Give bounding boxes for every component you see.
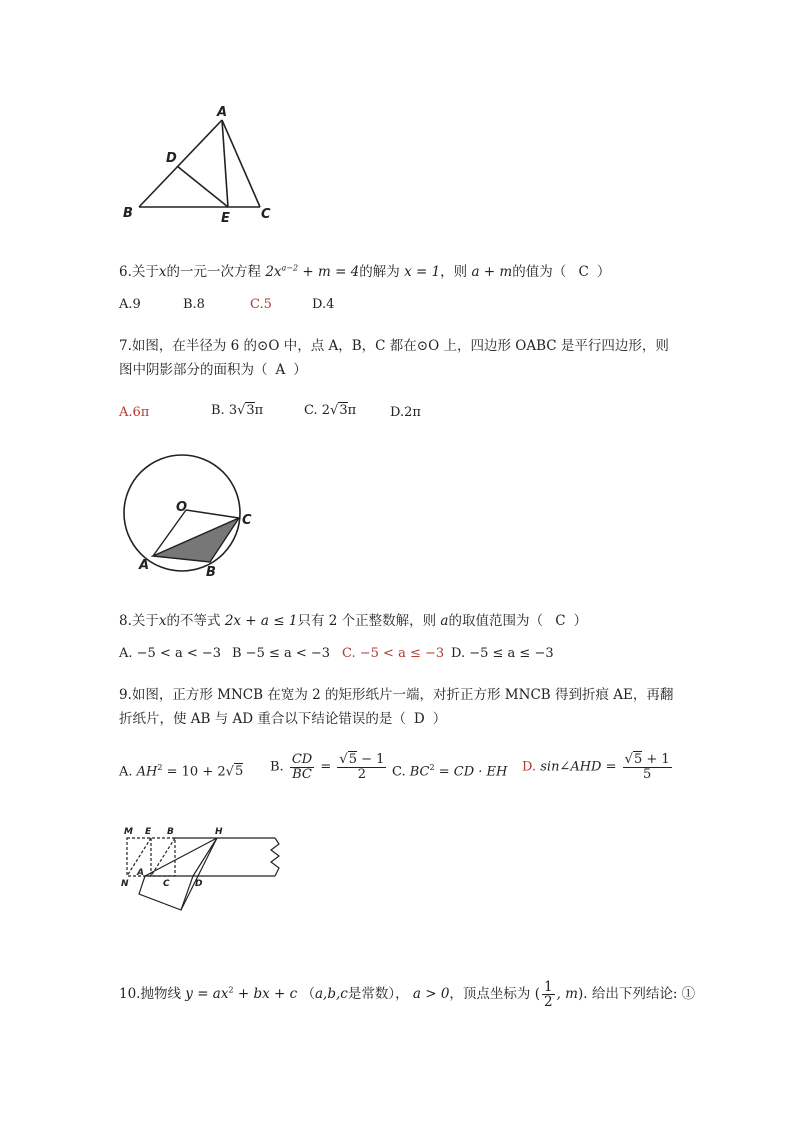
q6-option-a: A.9 [119, 297, 141, 312]
question-7-line2: 图中阴影部分的面积为（ A ） [119, 362, 307, 378]
q9-option-a: A. $AH^2 = 10 + 2√5$ [119, 763, 244, 780]
question-8: 8.关于x的不等式 2x + a ≤ 1只有 2 个正整数解，则 a的取值范围为（ C ） [119, 613, 588, 629]
q9-option-d: D. sin∠AHD = $\frac{√5 + 1}{5}$ [522, 752, 670, 782]
label-A: A [217, 105, 228, 120]
folded-paper-figure [115, 822, 290, 914]
question-9-line1: 9.如图，正方形 MNCB 在宽为 2 的矩形纸片一端，对折正方形 MNCB 得到折痕 AE，再翻 [119, 687, 674, 703]
label-C: C [163, 879, 170, 889]
q8-option-b: B −5 ≤ a < −3 [232, 646, 331, 661]
label-H: H [215, 827, 223, 837]
q7-option-c: C. 2√3π [304, 403, 357, 418]
q7-option-b: B. 3√3π [211, 403, 264, 418]
label-A: A [137, 868, 144, 878]
label-E: E [145, 827, 152, 837]
question-9-line2: 折纸片，使 AB 与 AD 重合以下结论错误的是（ D ） [119, 711, 447, 727]
triangle-figure [115, 100, 285, 230]
label-D: D [166, 151, 177, 166]
q7-option-a: A.6π [119, 405, 150, 420]
q9-option-c: C. $BC^2$ = CD · EH [392, 763, 508, 780]
label-D: D [195, 879, 203, 889]
label-N: N [121, 879, 129, 889]
label-B: B [167, 827, 174, 837]
q6-option-c: C.5 [250, 297, 272, 312]
question-7-line1: 7.如图，在半径为 6 的⊙O 中，点 A，B，C 都在⊙O 上，四边形 OABC 是平行四边形，则 [119, 338, 669, 354]
q7-option-d: D.2π [390, 405, 421, 420]
label-B: B [123, 206, 133, 221]
circle-figure [115, 448, 260, 583]
question-6: 6.关于x的一元一次方程 $2x^{a-2} + m = 4$的解为 x = 1，则 a + m的值为（ C ） [119, 263, 611, 280]
q8-option-a: A. −5 < a < −3 [119, 646, 222, 661]
q9-option-b: B. $\frac{CD}{BC}$ = $\frac{√5 - 1}{2}$ [270, 752, 385, 782]
question-10: 10.抛物线 $y = ax^2$ + bx + c （a,b,c是常数）， a > 0，顶点坐标为 ( $\frac{1}{2}$ , m). 给出下列结论: ① [119, 979, 696, 1011]
label-M: M [124, 827, 133, 837]
label-C: C [261, 207, 271, 222]
q6-option-b: B.8 [183, 297, 205, 312]
q8-option-c: C. −5 < a ≤ −3 [342, 646, 445, 661]
q6-option-d: D.4 [312, 297, 335, 312]
label-O: O [176, 500, 188, 515]
label-A: A [139, 558, 150, 573]
label-C: C [242, 513, 252, 528]
label-E: E [221, 211, 230, 226]
q8-option-d: D. −5 ≤ a ≤ −3 [451, 646, 554, 661]
label-B: B [206, 565, 216, 580]
